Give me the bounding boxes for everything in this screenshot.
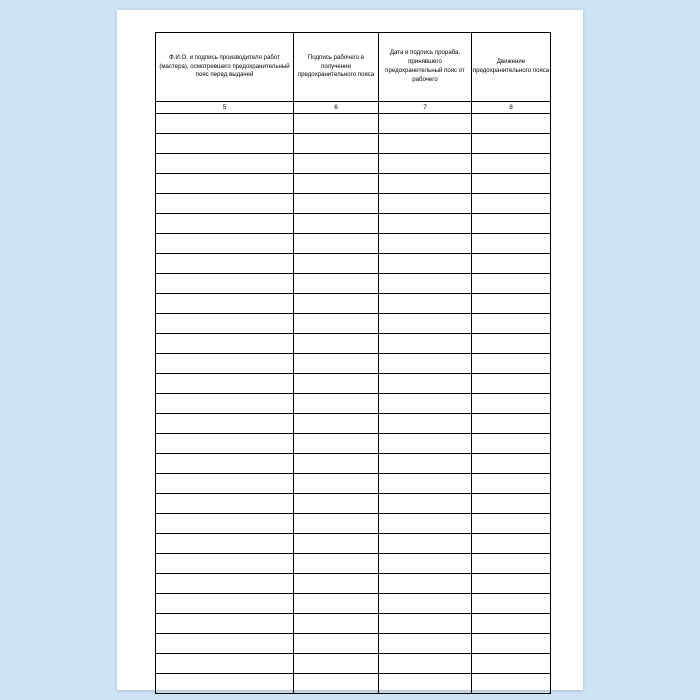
table-cell[interactable] xyxy=(472,414,551,434)
table-row xyxy=(156,234,551,254)
table-cell[interactable] xyxy=(294,494,379,514)
table-cell[interactable] xyxy=(472,654,551,674)
column-number-8: 8 xyxy=(472,102,551,114)
table-cell[interactable] xyxy=(379,234,472,254)
table-cell[interactable] xyxy=(294,634,379,654)
table-row xyxy=(156,194,551,214)
table-row xyxy=(156,294,551,314)
table-cell[interactable] xyxy=(472,554,551,574)
table-cell[interactable] xyxy=(294,454,379,474)
table-cell[interactable] xyxy=(156,334,294,354)
table-cell[interactable] xyxy=(379,494,472,514)
column-number-6: 6 xyxy=(294,102,379,114)
table-cell[interactable] xyxy=(379,534,472,554)
table-cell[interactable] xyxy=(379,554,472,574)
table-cell[interactable] xyxy=(379,134,472,154)
table-cell[interactable] xyxy=(294,314,379,334)
table-cell[interactable] xyxy=(379,674,472,694)
table-row xyxy=(156,394,551,414)
table-cell[interactable] xyxy=(294,414,379,434)
table-cell[interactable] xyxy=(156,434,294,454)
table-cell[interactable] xyxy=(294,294,379,314)
table-cell[interactable] xyxy=(379,354,472,374)
table-cell[interactable] xyxy=(379,454,472,474)
table-row xyxy=(156,374,551,394)
table-cell[interactable] xyxy=(472,454,551,474)
table-cell[interactable] xyxy=(156,174,294,194)
table-row xyxy=(156,514,551,534)
table-cell[interactable] xyxy=(472,334,551,354)
table-cell[interactable] xyxy=(379,174,472,194)
table-cell[interactable] xyxy=(472,614,551,634)
table-row xyxy=(156,574,551,594)
table-cell[interactable] xyxy=(472,134,551,154)
column-number-row xyxy=(156,102,551,114)
table-cell[interactable] xyxy=(472,434,551,454)
table-cell[interactable] xyxy=(379,434,472,454)
table-cell[interactable] xyxy=(472,594,551,614)
table-cell[interactable] xyxy=(156,314,294,334)
table-cell[interactable] xyxy=(294,654,379,674)
table-cell[interactable] xyxy=(294,514,379,534)
table-cell[interactable] xyxy=(156,474,294,494)
table-cell[interactable] xyxy=(379,254,472,274)
table-cell[interactable] xyxy=(472,174,551,194)
table-cell[interactable] xyxy=(379,474,472,494)
table-cell[interactable] xyxy=(379,614,472,634)
table-cell[interactable] xyxy=(472,314,551,334)
table-cell[interactable] xyxy=(156,234,294,254)
table-header xyxy=(156,33,551,114)
table-row xyxy=(156,434,551,454)
table-cell[interactable] xyxy=(294,254,379,274)
table-cell[interactable] xyxy=(156,294,294,314)
column-number-5: 5 xyxy=(156,102,294,114)
table-cell[interactable] xyxy=(472,634,551,654)
table-cell[interactable] xyxy=(294,214,379,234)
table-cell[interactable] xyxy=(472,374,551,394)
table-row xyxy=(156,614,551,634)
table-cell[interactable] xyxy=(156,554,294,574)
table-cell[interactable] xyxy=(156,214,294,234)
column-header-7: Дата и подпись прораба, принявшего предохранительный пояс от рабочего xyxy=(379,33,472,102)
table-cell[interactable] xyxy=(379,154,472,174)
table-cell[interactable] xyxy=(156,654,294,674)
table-row xyxy=(156,314,551,334)
form-table xyxy=(155,32,551,694)
table-row xyxy=(156,594,551,614)
table-cell[interactable] xyxy=(294,394,379,414)
table-cell[interactable] xyxy=(379,414,472,434)
table-cell[interactable] xyxy=(472,494,551,514)
table-row xyxy=(156,334,551,354)
table-cell[interactable] xyxy=(294,354,379,374)
table-cell[interactable] xyxy=(379,574,472,594)
table-row xyxy=(156,414,551,434)
table-cell[interactable] xyxy=(156,254,294,274)
column-header-6: Подпись рабочего в получении предохранительного пояса xyxy=(294,33,379,102)
table-cell[interactable] xyxy=(156,134,294,154)
table-cell[interactable] xyxy=(294,474,379,494)
table-cell[interactable] xyxy=(294,674,379,694)
table-cell[interactable] xyxy=(156,354,294,374)
table-cell[interactable] xyxy=(472,254,551,274)
table-row xyxy=(156,134,551,154)
table-cell[interactable] xyxy=(379,374,472,394)
table-cell[interactable] xyxy=(294,614,379,634)
table-cell[interactable] xyxy=(472,154,551,174)
table-cell[interactable] xyxy=(156,614,294,634)
table-row xyxy=(156,654,551,674)
table-cell[interactable] xyxy=(472,234,551,254)
table-cell[interactable] xyxy=(472,294,551,314)
table-cell[interactable] xyxy=(294,274,379,294)
table-cell[interactable] xyxy=(379,634,472,654)
table-cell[interactable] xyxy=(379,314,472,334)
table-cell[interactable] xyxy=(294,154,379,174)
table-cell[interactable] xyxy=(379,294,472,314)
table-cell[interactable] xyxy=(156,394,294,414)
table-cell[interactable] xyxy=(156,454,294,474)
table-row xyxy=(156,254,551,274)
table-cell[interactable] xyxy=(294,594,379,614)
table-cell[interactable] xyxy=(379,394,472,414)
table-row xyxy=(156,114,551,134)
table-cell[interactable] xyxy=(472,514,551,534)
table-row xyxy=(156,674,551,694)
table-cell[interactable] xyxy=(156,534,294,554)
table-cell[interactable] xyxy=(156,674,294,694)
table-cell[interactable] xyxy=(472,574,551,594)
table-row xyxy=(156,354,551,374)
table-cell[interactable] xyxy=(379,594,472,614)
table-cell[interactable] xyxy=(379,654,472,674)
table-cell[interactable] xyxy=(156,374,294,394)
table-cell[interactable] xyxy=(156,274,294,294)
table-cell[interactable] xyxy=(472,214,551,234)
form-table-container xyxy=(155,32,550,694)
table-cell[interactable] xyxy=(379,334,472,354)
table-row xyxy=(156,214,551,234)
table-cell[interactable] xyxy=(156,194,294,214)
table-body xyxy=(156,114,551,694)
table-cell[interactable] xyxy=(379,274,472,294)
table-row xyxy=(156,154,551,174)
table-cell[interactable] xyxy=(379,514,472,534)
column-header-5: Ф.И.О. и подпись производителя работ (мастера), осмотревшего предохранительный пояс перед выдачей xyxy=(156,33,294,102)
table-cell[interactable] xyxy=(156,414,294,434)
table-cell[interactable] xyxy=(294,334,379,354)
table-cell[interactable] xyxy=(294,134,379,154)
table-cell[interactable] xyxy=(472,114,551,134)
table-cell[interactable] xyxy=(156,494,294,514)
table-row xyxy=(156,634,551,654)
table-cell[interactable] xyxy=(472,394,551,414)
table-row xyxy=(156,494,551,514)
table-row xyxy=(156,454,551,474)
table-cell[interactable] xyxy=(294,234,379,254)
table-cell[interactable] xyxy=(156,574,294,594)
table-cell[interactable] xyxy=(294,554,379,574)
table-cell[interactable] xyxy=(472,194,551,214)
table-header-row xyxy=(156,33,551,102)
table-cell[interactable] xyxy=(294,114,379,134)
table-row xyxy=(156,474,551,494)
column-number-7: 7 xyxy=(379,102,472,114)
table-cell[interactable] xyxy=(472,274,551,294)
table-cell[interactable] xyxy=(472,534,551,554)
table-cell[interactable] xyxy=(379,114,472,134)
document-page xyxy=(117,10,583,690)
table-cell[interactable] xyxy=(156,514,294,534)
table-row xyxy=(156,174,551,194)
column-header-8: Движение предохранительного пояса xyxy=(472,33,551,102)
table-cell[interactable] xyxy=(156,154,294,174)
table-cell[interactable] xyxy=(156,634,294,654)
table-cell[interactable] xyxy=(379,194,472,214)
table-cell[interactable] xyxy=(156,594,294,614)
table-cell[interactable] xyxy=(294,534,379,554)
table-cell[interactable] xyxy=(294,574,379,594)
table-cell[interactable] xyxy=(294,174,379,194)
table-row xyxy=(156,274,551,294)
table-row xyxy=(156,534,551,554)
table-cell[interactable] xyxy=(294,434,379,454)
table-cell[interactable] xyxy=(294,194,379,214)
table-cell[interactable] xyxy=(472,354,551,374)
table-cell[interactable] xyxy=(156,114,294,134)
table-cell[interactable] xyxy=(472,474,551,494)
table-cell[interactable] xyxy=(294,374,379,394)
table-cell[interactable] xyxy=(472,674,551,694)
table-cell[interactable] xyxy=(379,214,472,234)
table-row xyxy=(156,554,551,574)
